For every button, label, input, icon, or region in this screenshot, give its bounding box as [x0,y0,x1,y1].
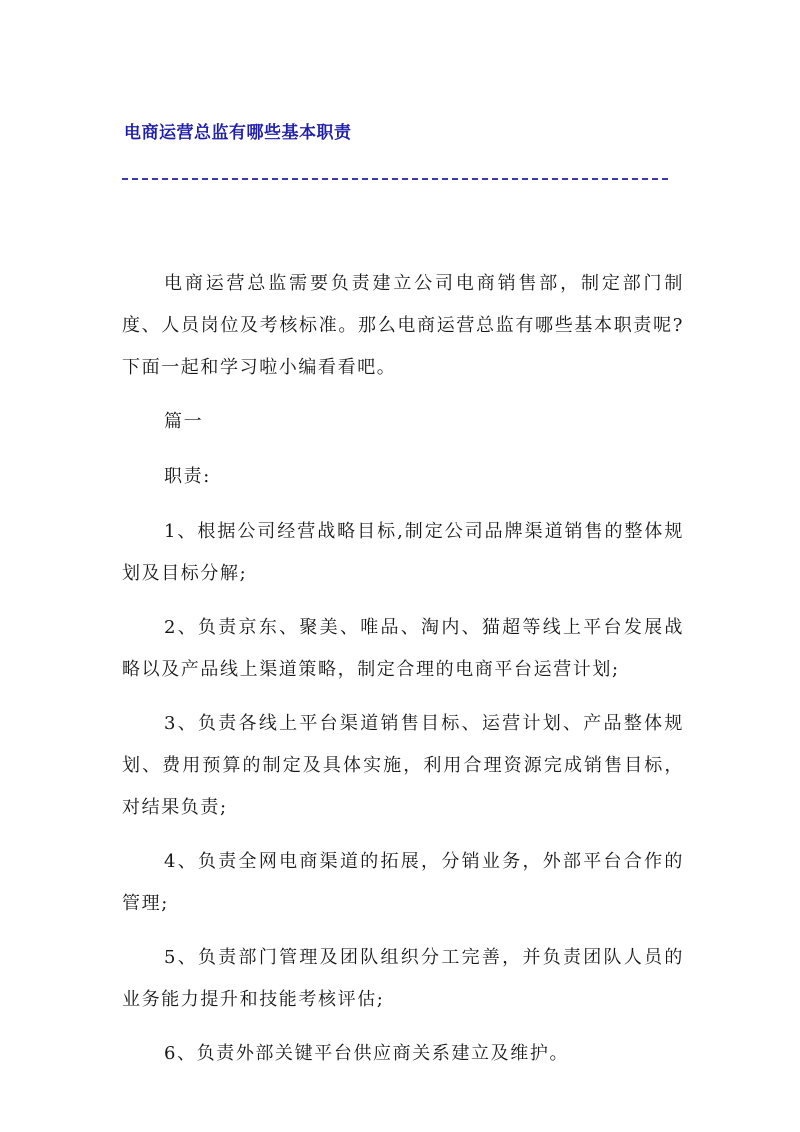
duty-item-6: 6、负责外部关键平台供应商关系建立及维护。 [164,1043,570,1064]
duty-item-4: 4、负责全网电商渠道的拓展，分销业务，外部平台合作的管理; [122,851,684,914]
title-dashed-divider [122,178,668,180]
intro-paragraph: 电商运营总监需要负责建立公司电商销售部，制定部门制度、人员岗位及考核标准。那么电商运营总监有哪些基本职责呢?下面一起和学习啦小编看看吧。 [122,273,684,378]
duty-item-5: 5、负责部门管理及团队组织分工完善，并负责团队人员的业务能力提升和技能考核评估; [122,947,684,1010]
duties-label: 职责: [164,466,211,487]
document-body [122,263,684,1087]
document-title: 电商运营总监有哪些基本职责 [124,123,352,143]
duty-item-1: 1、根据公司经营战略目标,制定公司品牌渠道销售的整体规划及目标分解; [122,521,684,584]
duty-item-2: 2、负责京东、聚美、唯品、淘内、猫超等线上平台发展战略以及产品线上渠道策略，制定合理的电商平台运营计划; [122,617,684,680]
duty-item-3: 3、负责各线上平台渠道销售目标、运营计划、产品整体规划、费用预算的制定及具体实施，利用合理资源完成销售目标，对结果负责; [122,713,684,818]
section-label: 篇一 [164,411,204,432]
